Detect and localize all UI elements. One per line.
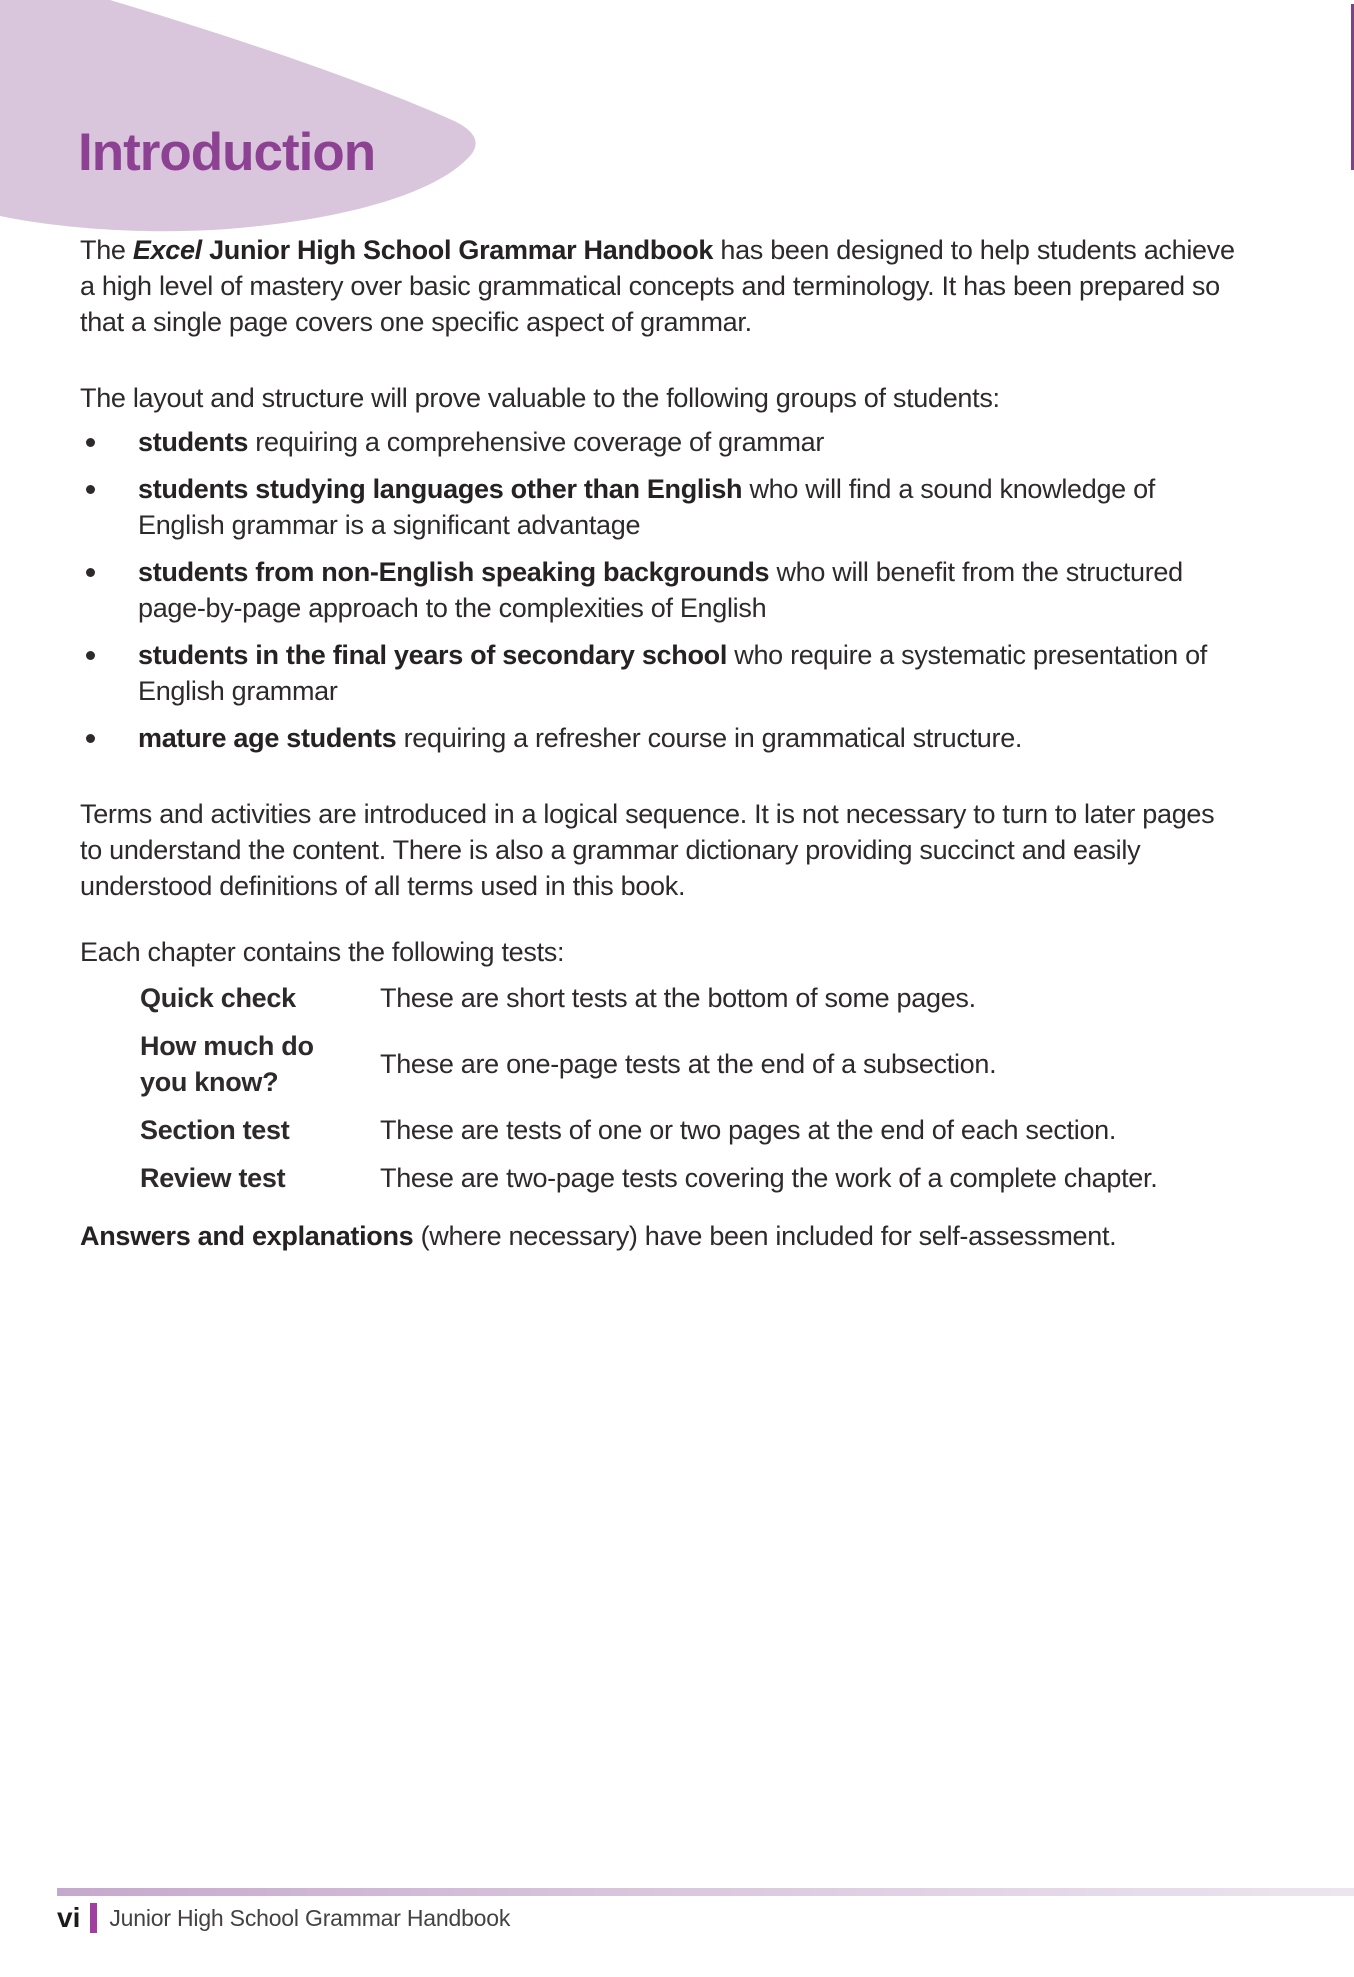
tests-intro-line: Each chapter contains the following tests: — [80, 937, 565, 967]
test-name: Review test — [140, 1163, 286, 1193]
p1-pre: The — [80, 235, 133, 265]
bullet-rest: who will benefit from the structured page-by-page approach to the complexities of English — [138, 557, 1183, 623]
page-title: Introduction — [78, 123, 376, 182]
header-blob — [0, 0, 520, 240]
bullet-rest: who will find a sound knowledge of English grammar is a significant advantage — [138, 474, 1156, 540]
answers-rest: (where necessary) have been included for self-assessment. — [413, 1221, 1117, 1251]
bullet-bold: students studying languages other than English — [138, 474, 743, 504]
student-groups-list — [80, 424, 1240, 756]
answers-paragraph — [80, 1218, 1240, 1254]
list-item — [80, 554, 1240, 626]
footer-rule — [57, 1888, 1354, 1896]
test-description: These are short tests at the bottom of some pages. — [380, 983, 976, 1013]
test-description: These are tests of one or two pages at the end of each section. — [380, 1115, 1117, 1145]
footer-divider — [90, 1903, 97, 1933]
intro-paragraph-2: The layout and structure will prove valuable to the following groups of students: — [80, 383, 1000, 413]
bullet-bold: students — [138, 427, 249, 457]
test-description: These are one-page tests at the end of a subsection. — [380, 1049, 997, 1079]
list-item — [80, 471, 1240, 543]
test-name: Quick check — [140, 983, 296, 1013]
bullet-rest: requiring a comprehensive coverage of grammar — [248, 427, 825, 457]
bullet-bold: mature age students — [138, 723, 397, 753]
bullet-rest: who require a systematic presentation of English grammar — [138, 640, 1208, 706]
bullet-bold: students from non-English speaking backgrounds — [138, 557, 770, 587]
brand-name: Excel — [132, 235, 202, 265]
main-content — [80, 232, 1240, 1254]
list-item — [80, 424, 1240, 460]
intro-paragraph-3: Terms and activities are introduced in a logical sequence. It is not necessary to turn to later pages to understand the content. There is also a grammar dictionary providing succinct and easily understood definitions of all terms used in this book. — [80, 799, 1215, 901]
test-description: These are two-page tests covering the work of a complete chapter. — [380, 1163, 1158, 1193]
tests-table — [80, 980, 1240, 1196]
test-name: Section test — [140, 1115, 290, 1145]
list-item — [80, 720, 1240, 756]
book-name: Junior High School Grammar Handbook — [201, 235, 714, 265]
bullet-bold: students in the final years of secondary school — [138, 640, 728, 670]
list-item — [80, 637, 1240, 709]
test-name: How much do you know? — [140, 1031, 314, 1097]
bullet-rest: requiring a refresher course in grammatical structure. — [396, 723, 1023, 753]
p1-rest: has been designed to help students achieve a high level of mastery over basic grammatical concepts and terminology. It has been prepared so that a single page covers one specific aspect of grammar. — [80, 235, 1235, 337]
footer — [57, 1902, 510, 1934]
footer-book-title: Junior High School Grammar Handbook — [109, 1904, 511, 1931]
page-number: vi — [57, 1902, 81, 1933]
intro-paragraph-1 — [80, 232, 1240, 340]
answers-bold: Answers and explanations — [80, 1221, 414, 1251]
